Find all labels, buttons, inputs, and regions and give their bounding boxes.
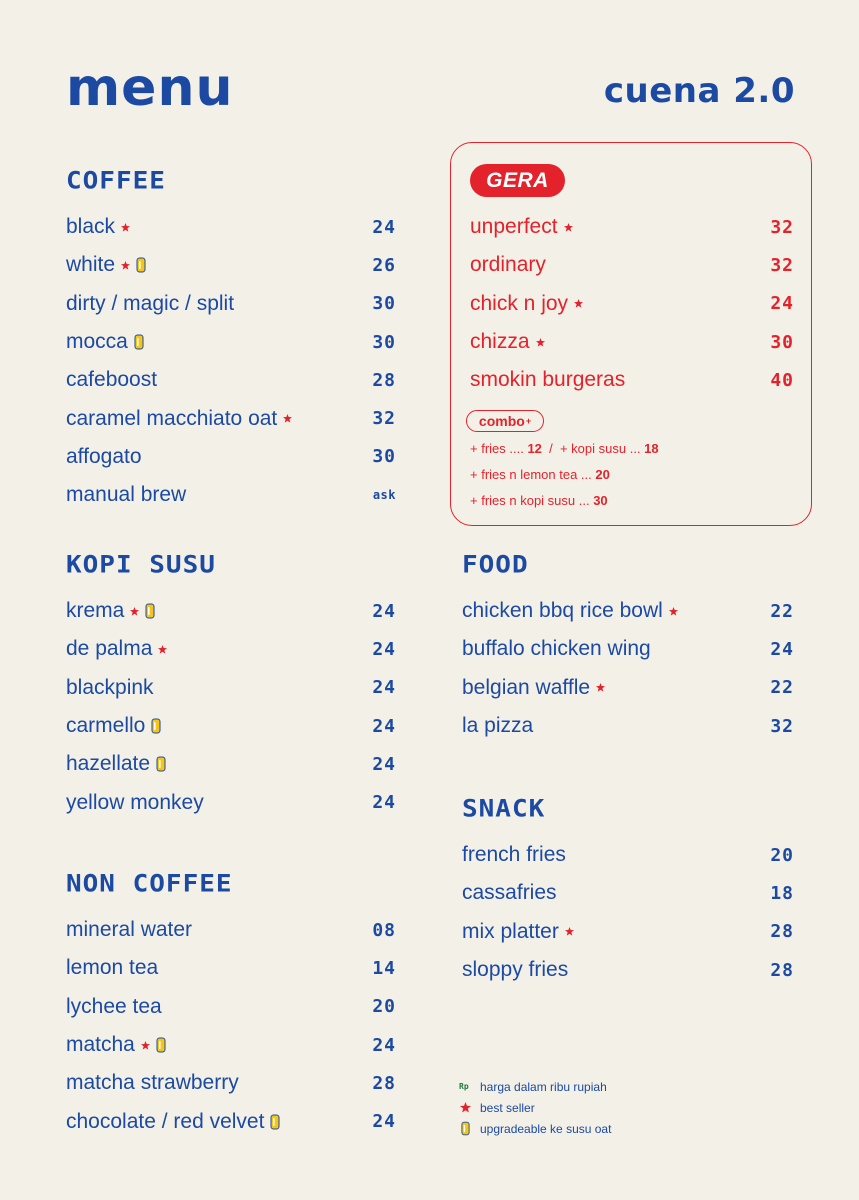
non-coffee-heading: NON COFFEE	[66, 870, 233, 898]
item-name-text: belgian waffle	[462, 675, 591, 699]
item-name	[66, 253, 146, 277]
menu-item	[66, 361, 396, 399]
item-price: 24	[372, 216, 396, 238]
oat-milk-icon	[151, 718, 161, 734]
item-name-text: white	[66, 253, 116, 277]
menu-item	[66, 476, 396, 514]
item-name	[470, 253, 546, 277]
item-price: 20	[372, 996, 396, 1018]
item-price: 22	[770, 677, 794, 699]
item-name	[66, 637, 167, 661]
menu-item	[66, 988, 396, 1026]
item-name	[462, 599, 678, 623]
item-name	[66, 1110, 280, 1134]
combo-price: 18	[644, 441, 659, 456]
best-seller-star-icon	[536, 338, 545, 347]
item-price: 30	[372, 331, 396, 353]
kopi-susu-list	[66, 592, 396, 822]
item-name-text: chick n joy	[470, 291, 569, 315]
item-name	[470, 368, 625, 392]
menu-item	[470, 208, 794, 246]
item-name-text: mineral water	[66, 918, 193, 942]
item-name-text: mocca	[66, 330, 128, 354]
menu-item	[66, 208, 396, 246]
item-name	[66, 1071, 239, 1095]
combo-line-3	[470, 493, 608, 508]
item-price: 32	[372, 408, 396, 430]
item-name	[66, 483, 186, 507]
oat-milk-icon	[459, 1121, 472, 1136]
combo-label	[466, 410, 544, 432]
snack-list	[462, 836, 794, 989]
item-name	[66, 791, 204, 815]
combo-label-text: combo	[478, 413, 525, 429]
item-price: 30	[372, 293, 396, 315]
item-name	[66, 1033, 166, 1057]
item-name	[462, 676, 605, 700]
menu-item	[66, 630, 396, 668]
menu-item	[470, 246, 794, 284]
item-name-text: black	[66, 215, 116, 239]
non-coffee-list	[66, 911, 396, 1141]
item-price: 24	[372, 600, 396, 622]
combo-separator: /	[541, 441, 560, 456]
menu-item	[470, 285, 794, 323]
item-price: 32	[770, 254, 794, 276]
gera-label: GERA	[470, 164, 565, 197]
menu-title: menu	[66, 58, 234, 118]
oat-milk-icon	[134, 334, 144, 350]
menu-item	[66, 911, 396, 949]
item-price: 24	[372, 1111, 396, 1133]
best-seller-star-icon	[121, 223, 130, 232]
combo-line-2	[470, 467, 610, 482]
menu-item	[66, 949, 396, 987]
item-price: 24	[372, 677, 396, 699]
item-name-text: lemon tea	[66, 956, 159, 980]
menu-item	[66, 669, 396, 707]
menu-item	[66, 745, 396, 783]
item-name-text: manual brew	[66, 483, 187, 507]
best-seller-star-icon	[283, 414, 292, 423]
item-name-text: smokin burgeras	[470, 368, 626, 392]
oat-milk-icon	[145, 603, 155, 619]
best-seller-star-icon	[565, 927, 574, 936]
combo-line-1	[470, 441, 659, 456]
legend-oat	[459, 1118, 611, 1139]
oat-milk-icon	[270, 1114, 280, 1130]
coffee-heading: COFFEE	[66, 167, 166, 195]
coffee-list	[66, 208, 396, 514]
item-name	[66, 407, 292, 431]
item-price: 28	[372, 369, 396, 391]
item-price: 26	[372, 254, 396, 276]
item-price: 08	[372, 919, 396, 941]
item-name-text: cafeboost	[66, 368, 158, 392]
item-name-text: french fries	[462, 843, 566, 867]
rupiah-icon: Rp	[459, 1082, 469, 1091]
snack-heading: SNACK	[462, 795, 546, 823]
item-name	[462, 881, 557, 905]
menu-item	[66, 399, 396, 437]
item-price: 14	[372, 957, 396, 979]
item-name	[470, 330, 545, 354]
combo-price: 20	[595, 467, 610, 482]
item-name	[66, 330, 144, 354]
item-name-text: la pizza	[462, 714, 534, 738]
item-price: ask	[372, 488, 396, 503]
menu-item	[462, 951, 794, 989]
best-seller-star-icon	[141, 1041, 150, 1050]
item-name	[66, 215, 130, 239]
item-name	[66, 995, 162, 1019]
menu-item	[66, 1064, 396, 1102]
menu-item	[66, 707, 396, 745]
menu-item	[66, 1026, 396, 1064]
item-price: 24	[372, 753, 396, 775]
item-name	[66, 714, 161, 738]
item-price: 30	[770, 331, 794, 353]
legend-price-text: harga dalam ribu rupiah	[480, 1079, 607, 1094]
menu-item	[462, 836, 794, 874]
combo-line-text: + kopi susu ...	[559, 441, 645, 456]
item-price: 24	[372, 1034, 396, 1056]
item-price: 32	[770, 216, 794, 238]
menu-item	[462, 874, 794, 912]
item-name-text: matcha strawberry	[66, 1071, 239, 1095]
item-name	[66, 292, 234, 316]
item-name-text: sloppy fries	[462, 958, 569, 982]
item-price: 30	[372, 446, 396, 468]
item-name-text: lychee tea	[66, 994, 162, 1018]
combo-line-text: + fries n kopi susu ...	[470, 493, 594, 508]
best-seller-star-icon	[564, 223, 573, 232]
item-price: 24	[770, 293, 794, 315]
menu-item	[66, 438, 396, 476]
item-name	[66, 368, 157, 392]
combo-price: 30	[593, 493, 608, 508]
legend-oat-text: upgradeable ke susu oat	[480, 1121, 612, 1136]
item-price: 24	[372, 792, 396, 814]
item-price: 24	[372, 638, 396, 660]
food-list	[462, 592, 794, 745]
item-name	[66, 445, 142, 469]
best-seller-star-icon	[121, 261, 130, 270]
menu-item	[470, 361, 794, 399]
item-name	[470, 292, 583, 316]
oat-milk-icon	[156, 1037, 166, 1053]
item-name-text: de palma	[66, 637, 153, 661]
item-name	[462, 958, 568, 982]
menu-item	[66, 783, 396, 821]
menu-item	[66, 592, 396, 630]
item-name-text: krema	[66, 599, 125, 623]
legend-best-seller	[459, 1097, 611, 1118]
menu-item	[66, 246, 396, 284]
item-name-text: dirty / magic / split	[66, 291, 235, 315]
combo-line-text: + fries n lemon tea ...	[470, 467, 596, 482]
item-price: 18	[770, 882, 794, 904]
item-price: 28	[372, 1072, 396, 1094]
item-name	[66, 752, 166, 776]
menu-item	[470, 323, 794, 361]
item-price: 28	[770, 959, 794, 981]
menu-item	[462, 707, 794, 745]
menu-item	[462, 669, 794, 707]
legend	[459, 1076, 611, 1139]
food-heading: FOOD	[462, 551, 529, 579]
item-name	[462, 843, 566, 867]
item-name	[462, 714, 533, 738]
item-price: 22	[770, 600, 794, 622]
menu-item	[66, 323, 396, 361]
item-price: 20	[770, 844, 794, 866]
menu-item	[462, 630, 794, 668]
menu-item	[66, 1102, 396, 1140]
item-name-text: unperfect	[470, 215, 558, 239]
best-seller-star-icon	[596, 683, 605, 692]
item-price: 28	[770, 921, 794, 943]
item-name-text: buffalo chicken wing	[462, 637, 651, 661]
item-name-text: carmello	[66, 714, 146, 738]
best-seller-star-icon	[130, 607, 139, 616]
best-seller-star-icon	[158, 645, 167, 654]
best-seller-star-icon	[669, 607, 678, 616]
item-price: 32	[770, 715, 794, 737]
item-name-text: matcha	[66, 1033, 135, 1057]
item-name-text: blackpink	[66, 675, 154, 699]
item-name	[66, 956, 158, 980]
best-seller-star-icon	[574, 299, 583, 308]
item-name-text: chizza	[470, 330, 530, 354]
combo-plus: +	[525, 416, 532, 426]
item-name	[462, 920, 574, 944]
item-price: 40	[770, 369, 794, 391]
item-name-text: cassafries	[462, 881, 557, 905]
oat-milk-icon	[136, 257, 146, 273]
item-name-text: ordinary	[470, 253, 546, 277]
item-name-text: yellow monkey	[66, 790, 204, 814]
item-price: 24	[372, 715, 396, 737]
legend-best-text: best seller	[480, 1100, 535, 1115]
menu-item	[462, 592, 794, 630]
brand-name: cuena 2.0	[603, 71, 795, 111]
item-name-text: affogato	[66, 444, 142, 468]
item-name-text: chocolate / red velvet	[66, 1109, 265, 1133]
kopi-susu-heading: KOPI SUSU	[66, 551, 216, 579]
item-name	[470, 215, 573, 239]
item-price: 24	[770, 638, 794, 660]
item-name	[66, 599, 155, 623]
legend-price-note	[459, 1076, 611, 1097]
oat-milk-icon	[156, 756, 166, 772]
item-name	[66, 676, 154, 700]
item-name-text: caramel macchiato oat	[66, 406, 278, 430]
item-name	[66, 918, 192, 942]
combo-price: 12	[527, 441, 542, 456]
menu-item	[462, 913, 794, 951]
star-icon	[459, 1102, 472, 1113]
gera-list	[470, 208, 794, 399]
item-name-text: mix platter	[462, 919, 559, 943]
item-name-text: chicken bbq rice bowl	[462, 599, 663, 623]
item-name	[462, 637, 651, 661]
item-name-text: hazellate	[66, 752, 151, 776]
combo-line-text: + fries ....	[470, 441, 528, 456]
menu-item	[66, 285, 396, 323]
